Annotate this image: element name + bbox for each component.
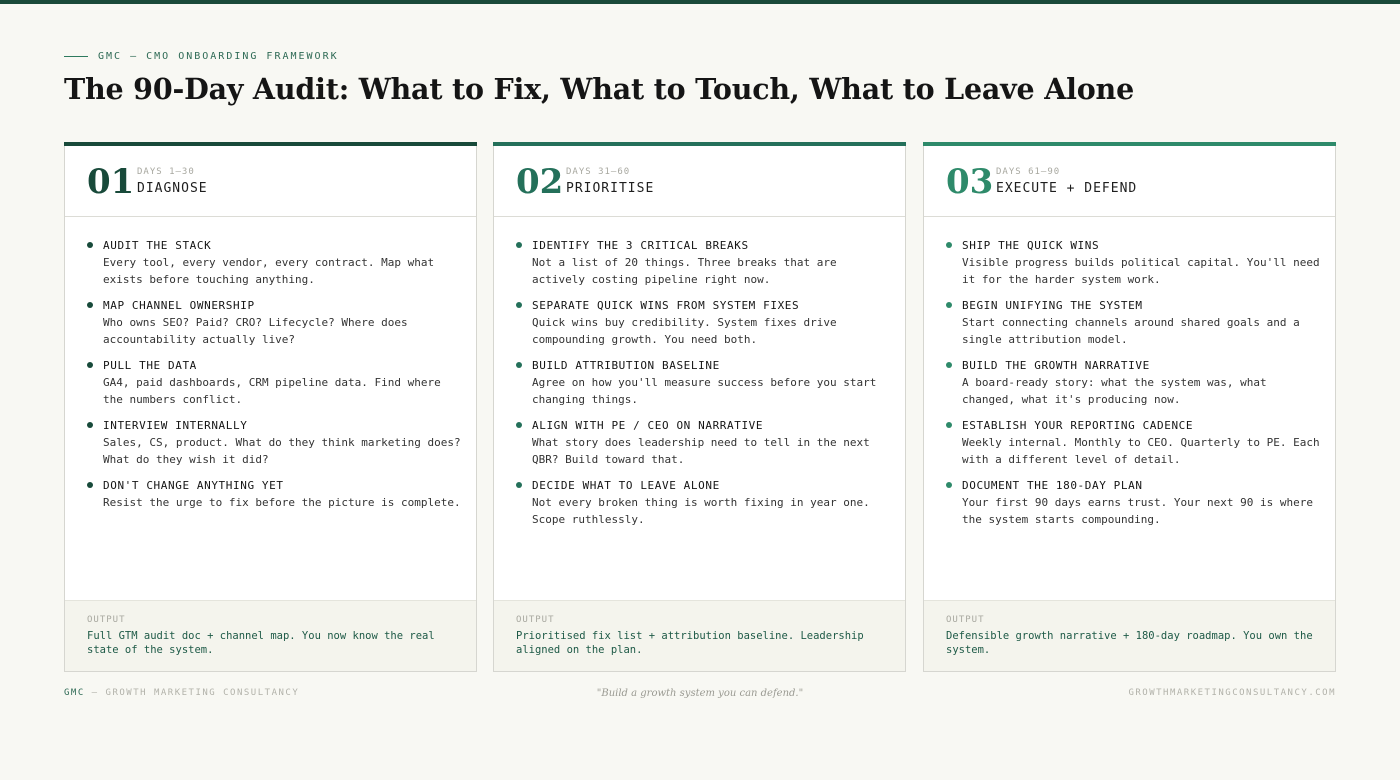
bullet-icon [946,302,952,308]
card-header [65,146,476,217]
list-item [516,357,891,408]
item-title: DON'T CHANGE ANYTHING YET [103,479,284,492]
phase-title: EXECUTE + DEFEND [996,181,1138,196]
list-item [87,297,462,348]
list-item [946,477,1321,528]
list-item [946,417,1321,468]
output-label: OUTPUT [516,615,555,625]
item-title: MAP CHANNEL OWNERSHIP [103,299,255,312]
bullet-icon [87,362,93,368]
item-title: BUILD THE GROWTH NARRATIVE [962,359,1150,372]
phase-title: DIAGNOSE [137,181,208,196]
output-panel [494,600,905,671]
item-body: Your first 90 days earns trust. Your next 90 is where the system starts compounding. [962,496,1313,526]
item-body: Weekly internal. Monthly to CEO. Quarterly to PE. Each with a different level of detail. [962,436,1320,466]
item-body: Agree on how you'll measure success before you start changing things. [532,376,877,406]
item-title: ALIGN WITH PE / CEO ON NARRATIVE [532,419,764,432]
bullet-icon [87,242,93,248]
list-item [946,297,1321,348]
item-body: Not every broken thing is worth fixing in year one. Scope ruthlessly. [532,496,870,526]
item-body: GA4, paid dashboards, CRM pipeline data. Find where the numbers conflict. [103,376,441,406]
phase-number: 02 [516,162,564,202]
output-panel [924,600,1335,671]
bullet-icon [516,302,522,308]
list-item [516,417,891,468]
task-list [87,237,462,520]
bullet-icon [516,362,522,368]
item-title: IDENTIFY THE 3 CRITICAL BREAKS [532,239,749,252]
item-title: INTERVIEW INTERNALLY [103,419,248,432]
list-item [87,357,462,408]
list-item [946,357,1321,408]
phase-title: PRIORITISE [566,181,655,196]
item-body: What story does leadership need to tell in the next QBR? Build toward that. [532,436,870,466]
list-item [516,237,891,288]
item-body: Every tool, every vendor, every contract. Map what exists before touching anything. [103,256,435,286]
phase-days: DAYS 31–60 [566,167,631,177]
item-title: BEGIN UNIFYING THE SYSTEM [962,299,1143,312]
phase-card-execute-defend [923,142,1336,672]
item-body: Not a list of 20 things. Three breaks that are actively costing pipeline right now. [532,256,837,286]
eyebrow-rule [64,56,88,57]
output-text: Prioritised fix list + attribution baseline. Leadership aligned on the plan. [516,630,864,656]
phase-days: DAYS 61–90 [996,167,1061,177]
footer-tagline: — GROWTH MARKETING CONSULTANCY [84,688,300,698]
task-list [946,237,1321,537]
item-title: ESTABLISH YOUR REPORTING CADENCE [962,419,1194,432]
footer-quote: "Build a growth system you can defend." [596,688,804,699]
eyebrow [64,51,339,62]
list-item [516,477,891,528]
bullet-icon [946,242,952,248]
list-item [946,237,1321,288]
item-title: DOCUMENT THE 180-DAY PLAN [962,479,1143,492]
phase-number: 01 [87,162,135,202]
top-accent-bar [0,0,1400,4]
card-header [494,146,905,217]
list-item [87,477,462,511]
item-body: Quick wins buy credibility. System fixes drive compounding growth. You need both. [532,316,837,346]
item-body: Who owns SEO? Paid? CRO? Lifecycle? Where does accountability actually live? [103,316,408,346]
bullet-icon [946,482,952,488]
item-title: DECIDE WHAT TO LEAVE ALONE [532,479,720,492]
output-label: OUTPUT [87,615,126,625]
bullet-icon [946,362,952,368]
item-body: Visible progress builds political capital. You'll need it for the harder system work. [962,256,1320,286]
list-item [516,297,891,348]
list-item [87,417,462,468]
list-item [87,237,462,288]
item-title: AUDIT THE STACK [103,239,212,252]
output-text: Full GTM audit doc + channel map. You now know the real state of the system. [87,630,435,656]
item-title: BUILD ATTRIBUTION BASELINE [532,359,720,372]
eyebrow-label: GMC — CMO ONBOARDING FRAMEWORK [98,51,339,62]
item-body: Sales, CS, product. What do they think marketing does? What do they wish it did? [103,436,461,466]
item-title: SHIP THE QUICK WINS [962,239,1100,252]
card-header [924,146,1335,217]
item-body: Resist the urge to fix before the picture is complete. [103,496,461,509]
item-title: PULL THE DATA [103,359,197,372]
item-title: SEPARATE QUICK WINS FROM SYSTEM FIXES [532,299,800,312]
phase-card-prioritise [493,142,906,672]
output-text: Defensible growth narrative + 180-day roadmap. You own the system. [946,630,1313,656]
item-body: A board-ready story: what the system was, what changed, what it's producing now. [962,376,1267,406]
output-label: OUTPUT [946,615,985,625]
phase-number: 03 [946,162,994,202]
phase-card-diagnose [64,142,477,672]
task-list [516,237,891,537]
phase-days: DAYS 1–30 [137,167,195,177]
bullet-icon [516,482,522,488]
bullet-icon [87,482,93,488]
bullet-icon [87,302,93,308]
page-title: The 90-Day Audit: What to Fix, What to Touch, What to Leave Alone [64,72,1135,106]
output-panel [65,600,476,671]
footer-url[interactable]: GROWTHMARKETINGCONSULTANCY.COM [1128,688,1336,698]
bullet-icon [946,422,952,428]
bullet-icon [516,422,522,428]
bullet-icon [87,422,93,428]
item-body: Start connecting channels around shared goals and a single attribution model. [962,316,1300,346]
bullet-icon [516,242,522,248]
footer-brand-mark: GMC [64,688,85,698]
